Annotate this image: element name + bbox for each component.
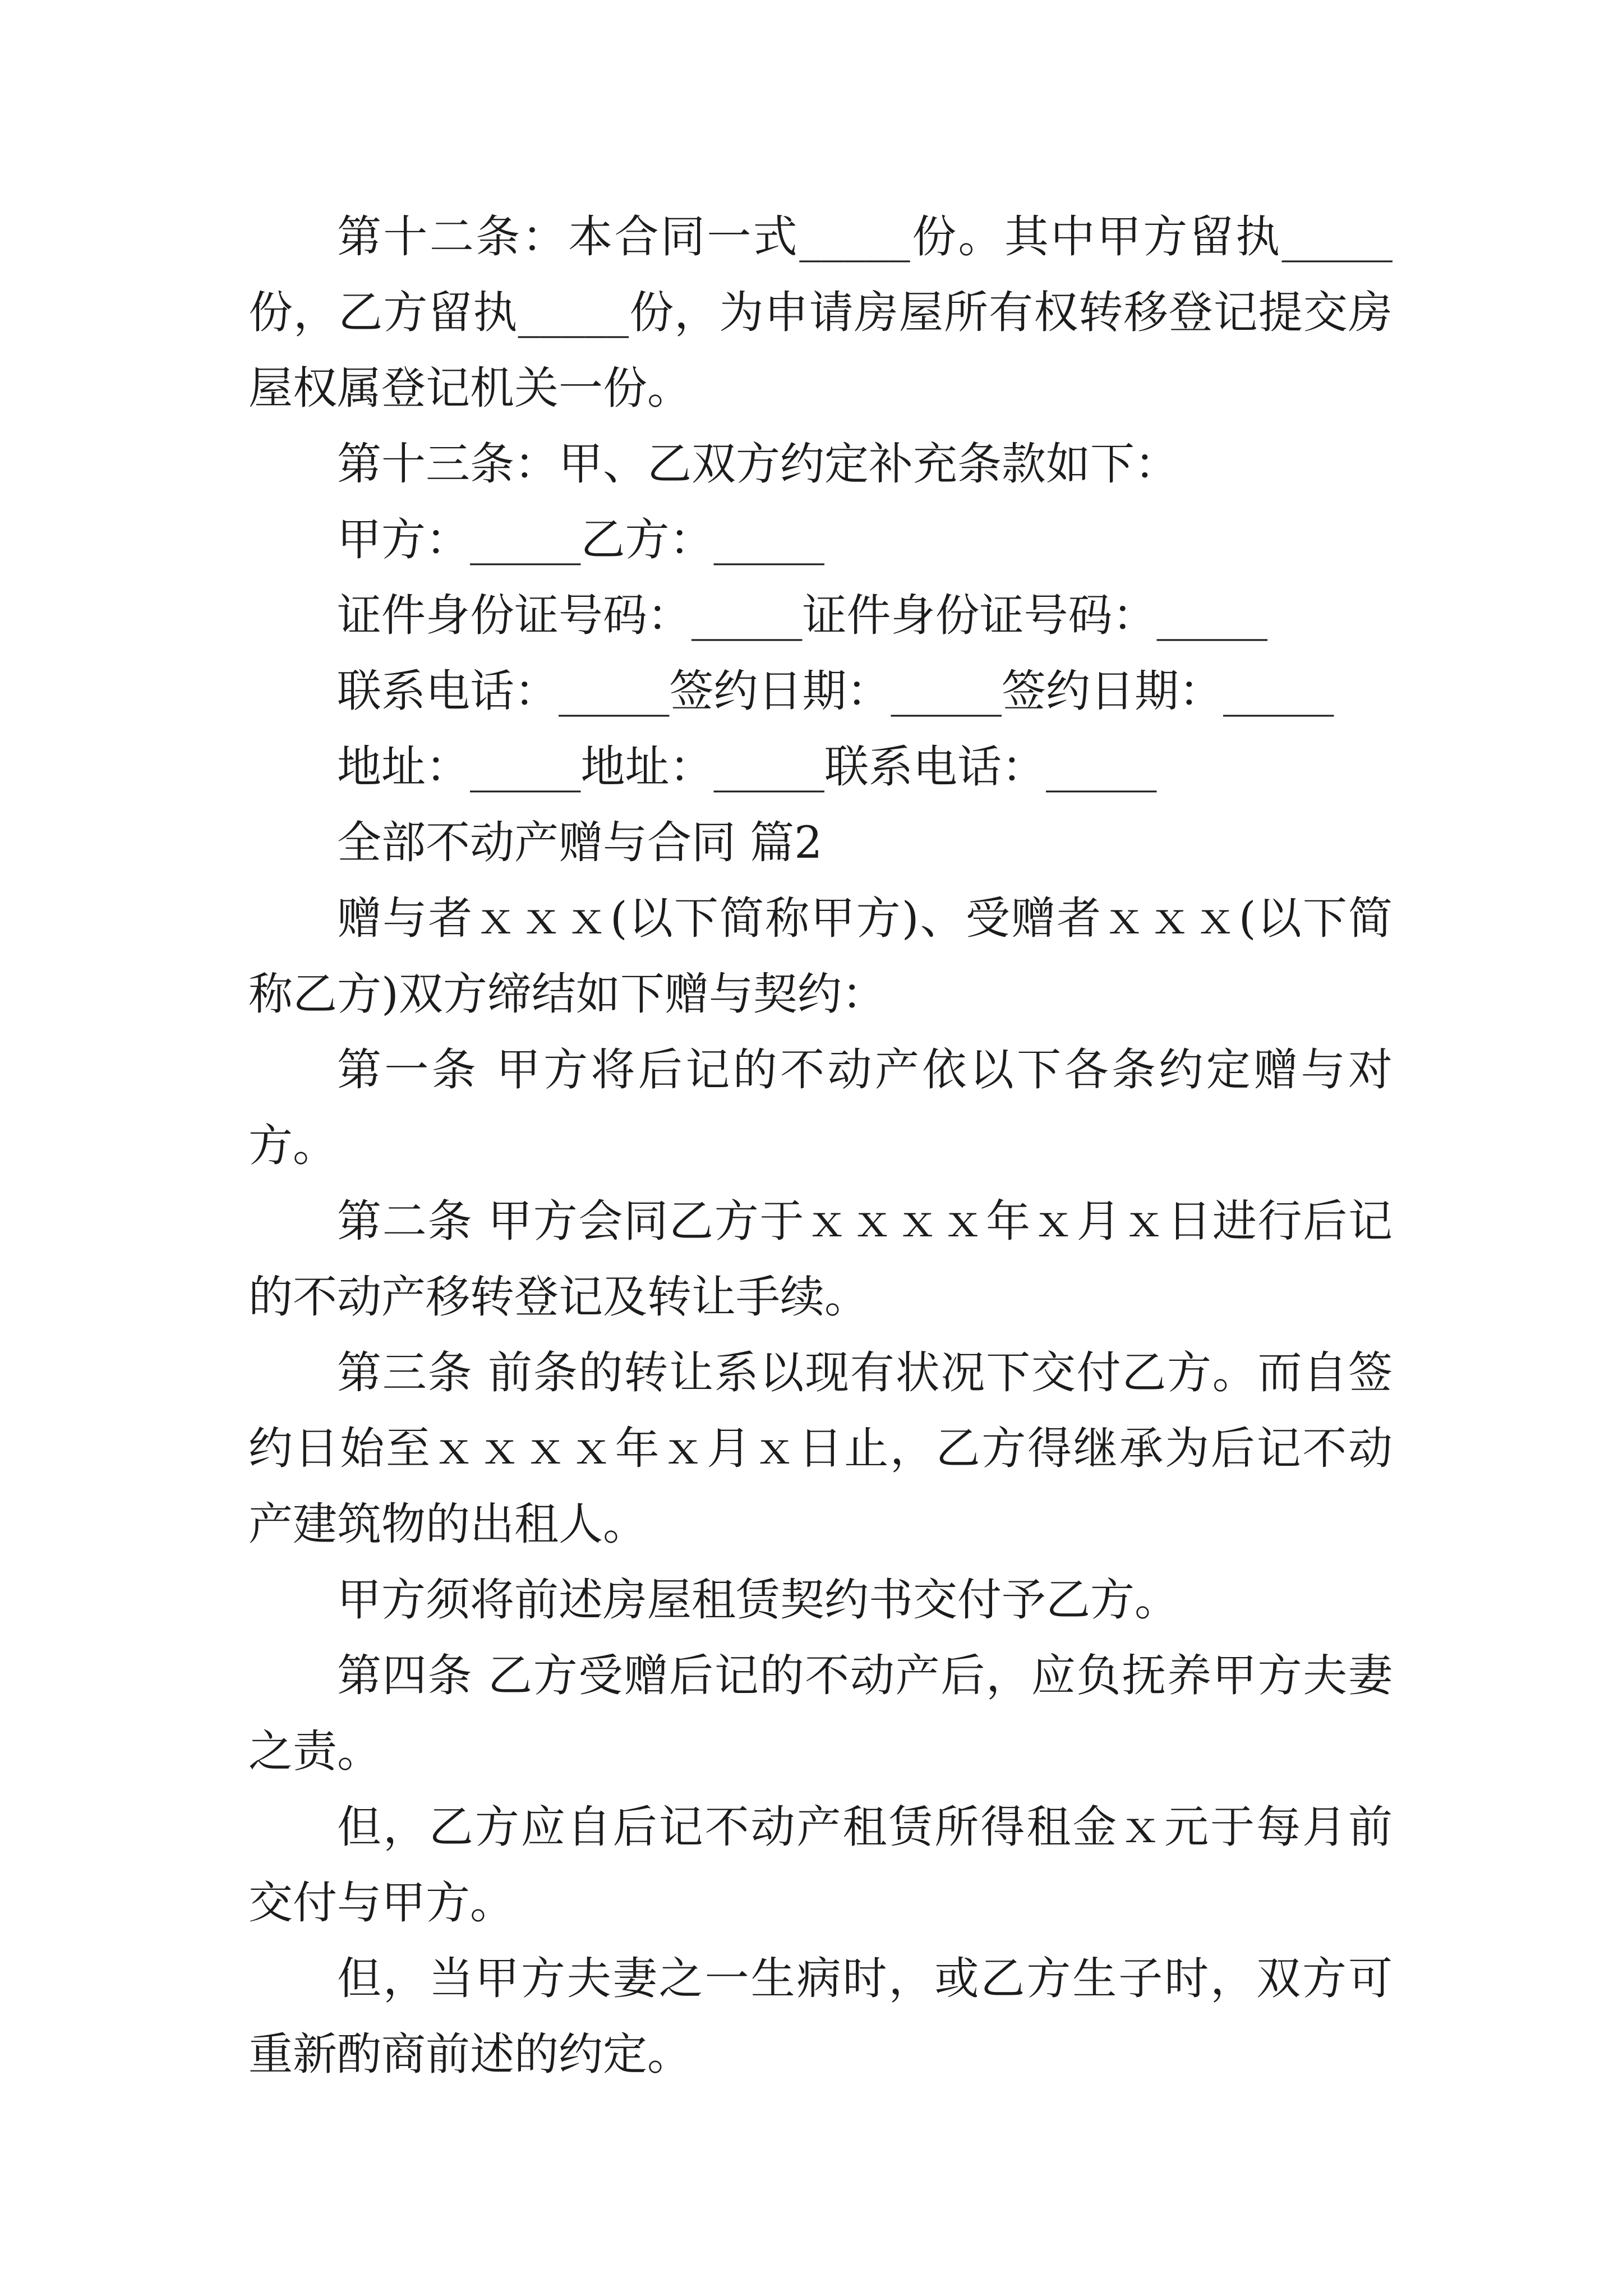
section-heading: 全部不动产赠与合同 篇2: [337, 817, 823, 868]
paragraph-article-2: 第二条 甲方会同乙方于ｘｘｘｘ年ｘ月ｘ日进行后记的不动产移转登记及转让手续。: [248, 1195, 1393, 1323]
signature-line-phone-dates: 联系电话：_____签约日期：_____签约日期：_____: [337, 665, 1334, 717]
paragraph-article-4: 第四条 乙方受赠后记的不动产后，应负抚养甲方夫妻之责。: [248, 1650, 1393, 1777]
paragraph-article-1: 第一条 甲方将后记的不动产依以下各条约定赠与对方。: [248, 1044, 1393, 1171]
signature-line-addresses: 地址：_____地址：_____联系电话：_____: [337, 741, 1157, 793]
signature-line-parties: 甲方：_____乙方：_____: [337, 514, 824, 565]
paragraph-preamble: 赠与者ｘｘｘ(以下简称甲方)、受赠者ｘｘｘ(以下简称乙方)双方缔结如下赠与契约：: [248, 892, 1393, 1020]
paragraph-rent-payment: 但，乙方应自后记不动产租赁所得租金ｘ元于每月前交付与甲方。: [248, 1801, 1393, 1929]
paragraph-renegotiation: 但，当甲方夫妻之一生病时，或乙方生子时，双方可重新酌商前述的约定。: [248, 1953, 1393, 2080]
contract-body: [248, 199, 1393, 2092]
paragraph-lease-transfer: 甲方须将前述房屋租赁契约书交付予乙方。: [337, 1574, 1179, 1626]
paragraph-article-13: 第十三条：甲、乙双方约定补充条款如下：: [337, 438, 1179, 490]
signature-line-id-numbers: 证件身份证号码：_____证件身份证号码：_____: [337, 590, 1267, 641]
paragraph-article-3: 第三条 前条的转让系以现有状况下交付乙方。而自签约日始至ｘｘｘｘ年ｘ月ｘ日止，乙方得继承为后记不动产建筑物的出租人。: [248, 1347, 1393, 1550]
paragraph-article-12: 第十二条：本合同一式_____份。其中甲方留执_____份，乙方留执_____份，为申请房屋所有权转移登记提交房屋权属登记机关一份。: [248, 211, 1393, 414]
